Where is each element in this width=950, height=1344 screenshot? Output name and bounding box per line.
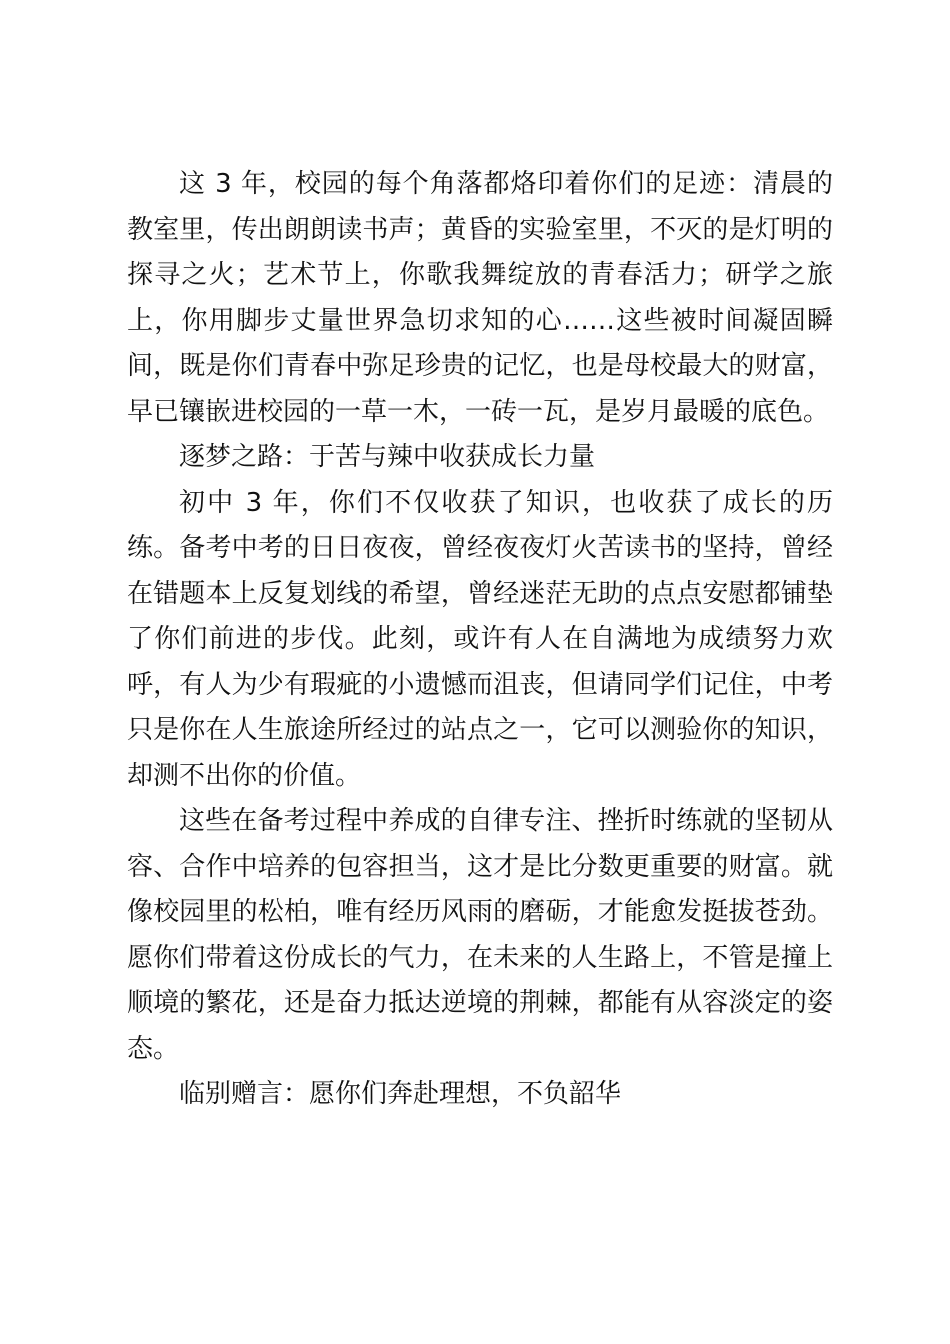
document-body [127, 162, 833, 1118]
paragraph-exam-growth: 初中 3 年，你们不仅收获了知识，也收获了成长的历练。备考中考的日日夜夜，曾经夜夜灯火苦读书的坚持，曾经在错题本上反复划线的希望，曾经迷茫无助的点点安慰都铺垫了你们前进的步伐。此刻，或许有人在自满地为成绩努力欢呼，有人为少有瑕疵的小遗憾而沮丧，但请同学们记住，中考只是你在人生旅途所经过的站点之一，它可以测验你的知识，却测不出你的价值。 [127, 487, 833, 791]
paragraph-character-wealth: 这些在备考过程中养成的自律专注、挫折时练就的坚韧从容、合作中培养的包容担当，这才是比分数更重要的财富。就像校园里的松柏，唯有经历风雨的磨砺，才能愈发挺拔苍劲。愿你们带着这份成长的气力，在未来的人生路上，不管是撞上顺境的繁花，还是奋力抵达逆境的荆棘，都能有从容淡定的姿态。 [127, 806, 833, 1064]
paragraph-campus-memories: 这 3 年，校园的每个角落都烙印着你们的足迹：清晨的教室里，传出朗朗读书声；黄昏的实验室里，不灭的是灯明的探寻之火；艺术节上，你歌我舞绽放的青春活力；研学之旅上，你用脚步丈量世界急切求知的心……这些被时间凝固瞬间，既是你们青春中弥足珍贵的记忆，也是母校最大的财富，早已镶嵌进校园的一草一木，一砖一瓦，是岁月最暖的底色。 [127, 169, 833, 427]
section-heading-farewell: 临别赠言：愿你们奔赴理想，不负韶华 [179, 1079, 622, 1109]
section-heading-dream-path: 逐梦之路：于苦与辣中收获成长力量 [179, 442, 596, 472]
